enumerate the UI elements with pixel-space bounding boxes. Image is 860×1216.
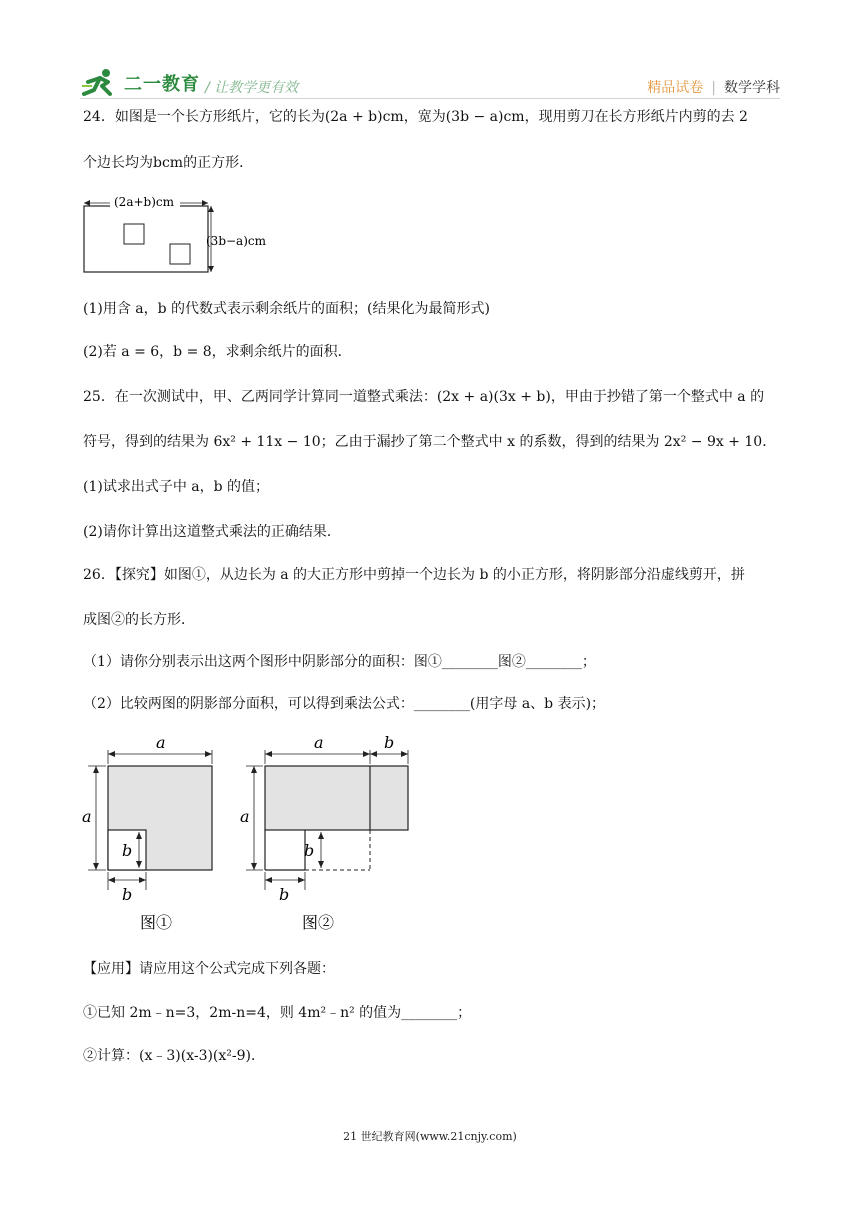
- slogan-text: 让教学更有效: [214, 80, 299, 96]
- fig2-top-b-label: b: [384, 733, 395, 752]
- page-footer: 21 世纪教育网(www.21cnjy.com): [343, 1130, 517, 1143]
- slogan: / 让教学更有效: [205, 80, 299, 96]
- logo: [80, 68, 200, 98]
- q25-part1: (1)试求出式子中 a，b 的值；: [83, 479, 270, 495]
- q25-part2: (2)请你计算出这道整式乘法的正确结果．: [83, 524, 341, 540]
- q26-line2: 成图②的长方形．: [83, 612, 195, 628]
- page-header: [0, 0, 860, 100]
- q24-part1: (1)用含 a，b 的代数式表示剩余纸片的面积；(结果化为最简形式): [83, 301, 490, 317]
- figure-1: [82, 733, 212, 932]
- q26-figures: [78, 730, 428, 935]
- q24-part2: (2)若 a = 6，b = 8，求剩余纸片的面积．: [83, 344, 352, 360]
- q24-fig-side-label: (3b−a)cm: [206, 234, 266, 248]
- header-rule: [80, 98, 780, 99]
- fig2-inner-b-label: b: [304, 841, 315, 860]
- q25-line1: 25．在一次测试中，甲、乙两同学计算同一道整式乘法：(2x + a)(3x + b)，甲由于抄错了第一个整式中 a 的: [83, 389, 765, 405]
- fig2-top-a-label: a: [314, 733, 324, 752]
- fig2-bottom-b-label: b: [279, 885, 290, 904]
- fig1-inner-b-label: b: [122, 841, 133, 860]
- q26-line1: 26．【探究】如图①，从边长为 a 的大正方形中剪掉一个边长为 b 的小正方形，将阴影部分沿虚线剪开，拼: [83, 567, 745, 583]
- header-separator: |: [711, 80, 716, 96]
- q26-apply2: ②计算：(x﹣3)(x-3)(x²-9)．: [83, 1048, 266, 1064]
- fig2-side-a-label: a: [240, 807, 250, 826]
- q26-apply-title: 【应用】请应用这个公式完成下列各题：: [83, 961, 335, 977]
- figure-2: [240, 733, 408, 932]
- q25-line2: 符号，得到的结果为 6x² + 11x − 10；乙由于漏抄了第二个整式中 x 的系数，得到的结果为 2x² − 9x + 10．: [83, 434, 777, 450]
- runner-logo-icon: [80, 68, 120, 98]
- logo-text: 二一教育: [124, 74, 200, 95]
- fig1-top-a-label: a: [156, 733, 166, 752]
- q26-part2: （2）比较两图的阴影部分面积，可以得到乘法公式：________(用字母 a、b 表示)；: [83, 696, 606, 712]
- q24-line2: 个边长均为bcm的正方形．: [83, 155, 254, 171]
- q26-apply1: ①已知 2m﹣n=3，2m-n=4，则 4m²﹣n² 的值为________；: [83, 1005, 472, 1021]
- q26-part1: （1）请你分别表示出这两个图形中阴影部分的面积：图①________图②________；: [83, 654, 596, 670]
- fig1-caption: 图①: [140, 913, 173, 932]
- q24-line1: 24．如图是一个长方形纸片，它的长为(2a + b)cm，宽为(3b − a)cm，现用剪刀在长方形纸片内剪的去 2: [83, 109, 748, 125]
- paper-tag: 精品试卷: [647, 80, 704, 96]
- fig1-side-a-label: a: [82, 807, 92, 826]
- fig2-caption: 图②: [302, 913, 335, 932]
- header-right: [647, 77, 780, 97]
- fig1-bottom-b-label: b: [122, 885, 133, 904]
- q24-rectangle-figure: [78, 192, 278, 276]
- q24-fig-top-label: (2a+b)cm: [114, 195, 174, 209]
- subject-label: 数学学科: [724, 80, 780, 96]
